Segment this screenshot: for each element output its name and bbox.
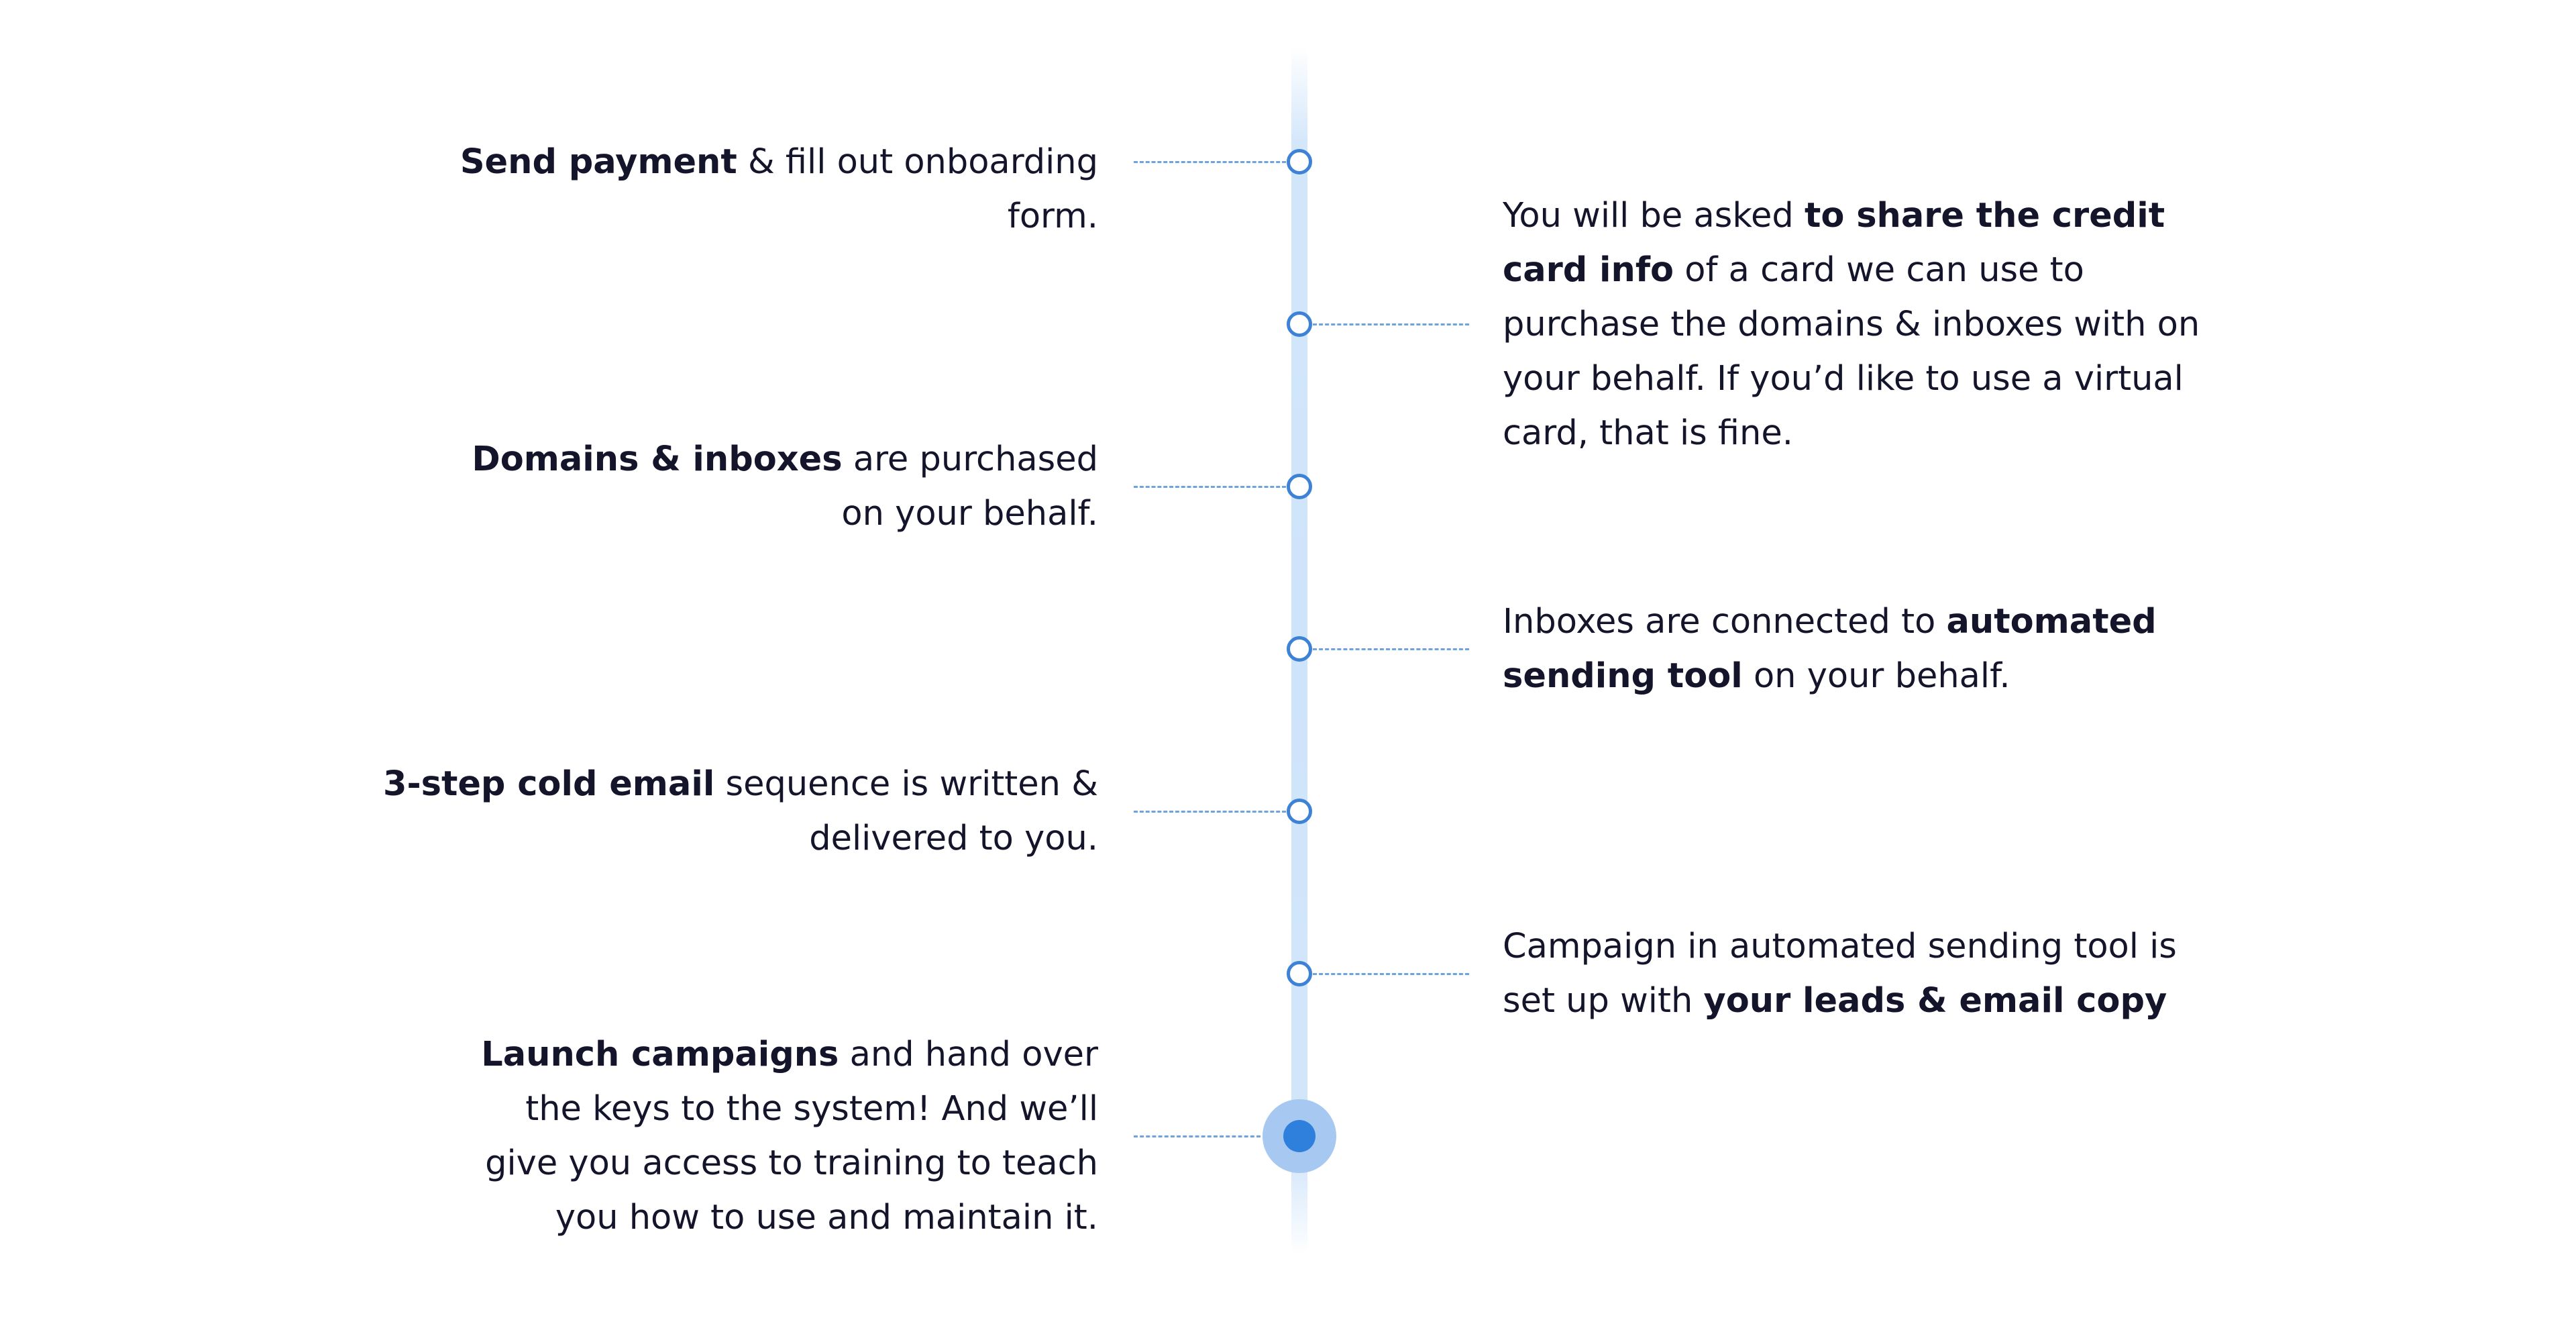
step-1-text	[360, 135, 1098, 244]
step-text: of a card we can use to purchase the domains & inboxes with on your behalf. If you’d like to use a virtual card, that is fine.	[1503, 250, 2200, 453]
step-node	[1287, 311, 1312, 337]
step-3-text	[454, 432, 1098, 541]
step-highlight: Domains & inboxes	[472, 440, 843, 479]
step-highlight: your leads & email copy	[1703, 981, 2167, 1021]
step-text: sequence is written & delivered to you.	[714, 764, 1098, 858]
step-1-connector	[1134, 161, 1286, 163]
active-step-node	[1263, 1099, 1336, 1173]
step-highlight: to share the credit card info	[1503, 195, 2165, 290]
step-text: Inboxes are connected to	[1503, 602, 1947, 642]
step-node	[1287, 636, 1312, 662]
step-highlight: automated sending tool	[1503, 602, 2157, 696]
step-5-text	[360, 757, 1098, 866]
step-highlight: 3-step cold email	[382, 764, 715, 804]
step-node	[1287, 799, 1312, 824]
step-text: and hand over the keys to the system! And we’ll give you access to training to teach you how to use and maintain it.	[485, 1035, 1098, 1237]
step-4-text	[1503, 595, 2207, 703]
step-7-text	[454, 1027, 1098, 1245]
step-text: & fill out onboarding form.	[737, 142, 1098, 236]
step-highlight: Send payment	[460, 142, 737, 182]
active-step-dot	[1283, 1120, 1316, 1152]
step-7-connector	[1134, 1135, 1260, 1137]
step-6-connector	[1313, 973, 1469, 975]
step-2-connector	[1313, 323, 1469, 325]
step-text: on your behalf.	[1742, 656, 2010, 696]
step-text: Campaign in automated sending tool is set up with	[1503, 927, 2177, 1021]
step-text: are purchased on your behalf.	[841, 440, 1098, 533]
step-node	[1287, 961, 1312, 986]
step-3-connector	[1134, 486, 1286, 488]
step-node	[1287, 149, 1312, 174]
step-4-connector	[1313, 648, 1469, 650]
step-node	[1287, 474, 1312, 499]
step-text: You will be asked	[1503, 195, 1805, 236]
step-5-connector	[1134, 811, 1286, 813]
step-6-text	[1503, 919, 2227, 1028]
step-2-text	[1503, 189, 2234, 460]
step-highlight: Launch campaigns	[481, 1035, 839, 1074]
